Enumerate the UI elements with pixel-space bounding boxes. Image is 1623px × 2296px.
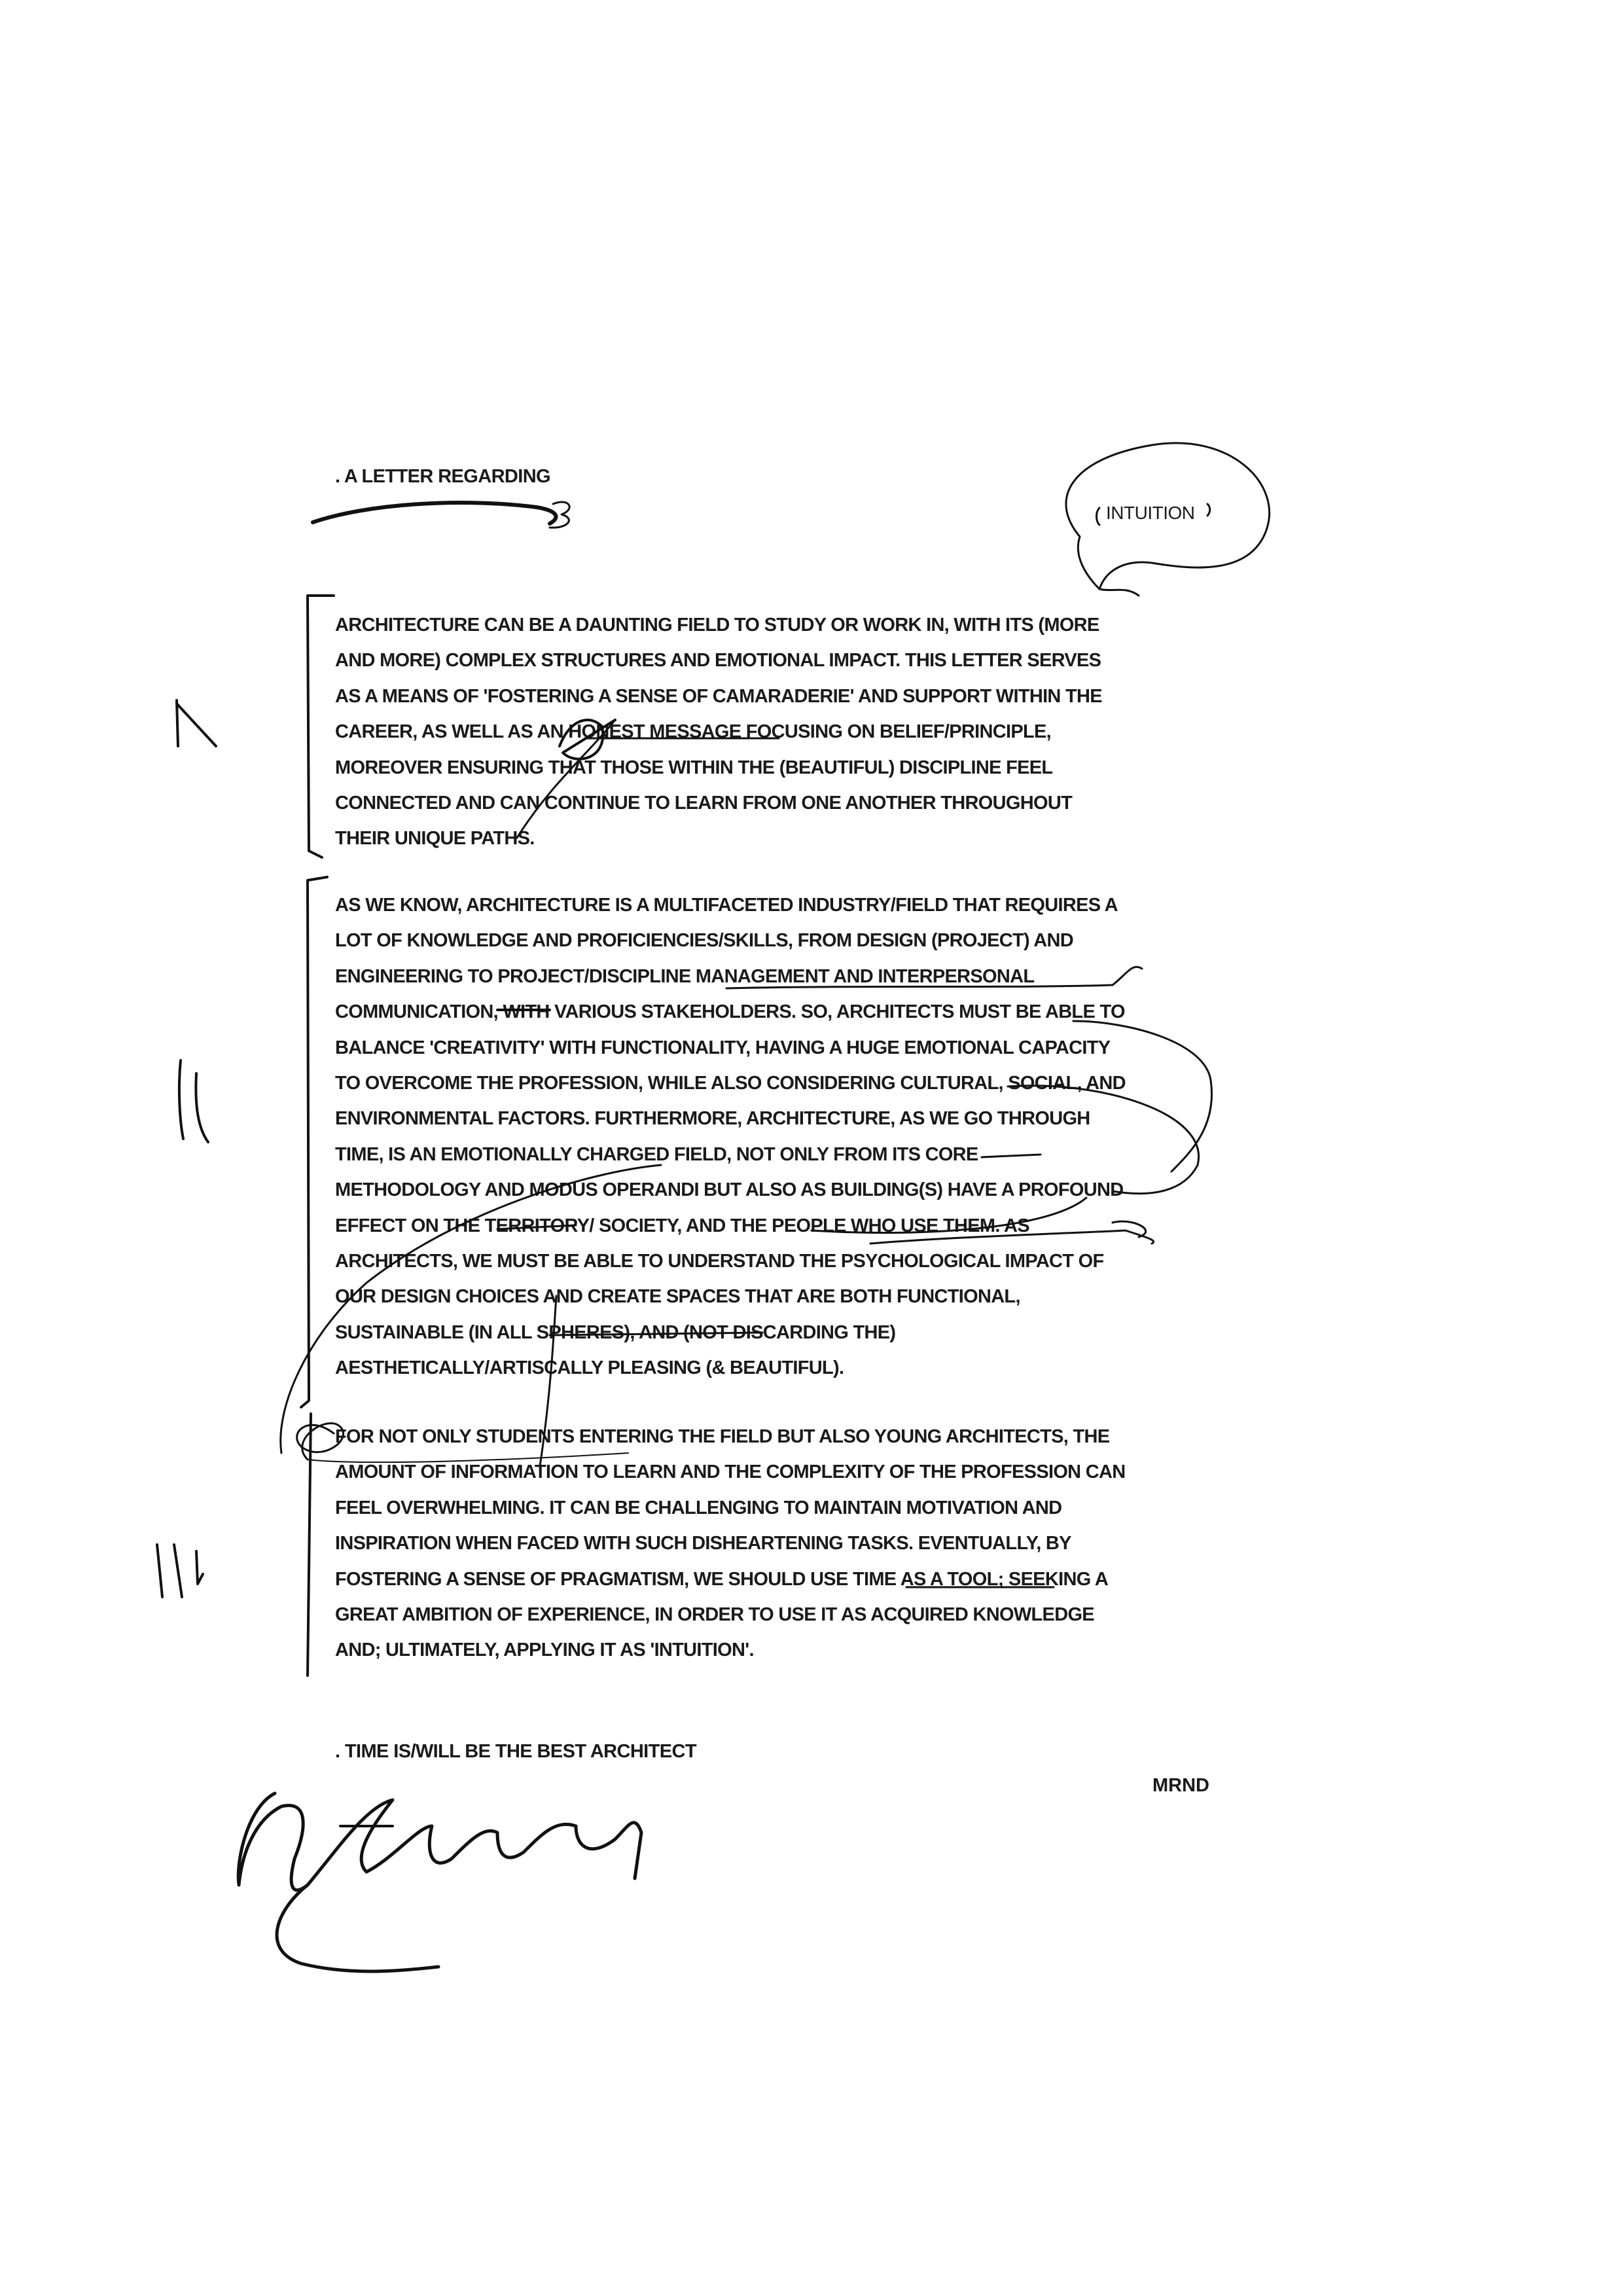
paragraph-line: INSPIRATION WHEN FACED WITH SUCH DISHEARTENING TASKS. EVENTUALLY, BY (335, 1533, 1071, 1554)
margin-mark-1 (177, 700, 216, 746)
paragraph-line: AND MORE) COMPLEX STRUCTURES AND EMOTIONAL IMPACT. THIS LETTER SERVES (335, 650, 1101, 672)
closing-line: . TIME IS/WILL BE THE BEST ARCHITECT (335, 1741, 696, 1762)
bubble-pointer (1099, 589, 1139, 596)
bracket-1 (308, 596, 334, 857)
bubble-word: INTUITION (1106, 503, 1195, 523)
paragraph-2 (335, 888, 1264, 1386)
paragraph-line: CAREER, AS WELL AS AN HONEST MESSAGE FOCUSING ON BELIEF/PRINCIPLE, (335, 721, 1052, 743)
bracket-3 (308, 1414, 311, 1676)
paragraph-line: FOR NOT ONLY STUDENTS ENTERING THE FIELD BUT ALSO YOUNG ARCHITECTS, THE (335, 1426, 1110, 1447)
paragraph-line: ENGINEERING TO PROJECT/DISCIPLINE MANAGEMENT AND INTERPERSONAL (335, 965, 1035, 987)
paragraph-line: TO OVERCOME THE PROFESSION, WHILE ALSO CONSIDERING CULTURAL, SOCIAL, AND (335, 1072, 1126, 1094)
paragraph-line: AESTHETICALLY/ARTISCALLY PLEASING (& BEAUTIFUL). (335, 1357, 844, 1379)
initials: MRND (1152, 1775, 1209, 1796)
paragraph-line: OUR DESIGN CHOICES AND CREATE SPACES THAT ARE BOTH FUNCTIONAL, (335, 1286, 1020, 1308)
paragraph-line: AMOUNT OF INFORMATION TO LEARN AND THE COMPLEXITY OF THE PROFESSION CAN (335, 1462, 1126, 1483)
heading-squiggle (550, 502, 569, 528)
paragraph-line: GREAT AMBITION OF EXPERIENCE, IN ORDER TO USE IT AS ACQUIRED KNOWLEDGE (335, 1604, 1094, 1625)
paragraph-line: THEIR UNIQUE PATHS. (335, 828, 535, 850)
paragraph-line: ARCHITECTURE CAN BE A DAUNTING FIELD TO STUDY OR WORK IN, WITH ITS (MORE (335, 615, 1099, 636)
paragraph-1 (335, 607, 1264, 857)
paragraph-line: LOT OF KNOWLEDGE AND PROFICIENCIES/SKILLS, FROM DESIGN (PROJECT) AND (335, 930, 1073, 952)
paragraph-line: FOSTERING A SENSE OF PRAGMATISM, WE SHOULD USE TIME AS A TOOL; SEEKING A (335, 1568, 1109, 1590)
bracket-2 (301, 877, 327, 1407)
paragraph-line: ARCHITECTS, WE MUST BE ABLE TO UNDERSTAND THE PSYCHOLOGICAL IMPACT OF (335, 1250, 1104, 1272)
paragraph-line: ENVIRONMENTAL FACTORS. FURTHERMORE, ARCHITECTURE, AS WE GO THROUGH (335, 1108, 1090, 1130)
letter-heading: . A LETTER REGARDING (335, 466, 551, 487)
paragraph-line: AND; ULTIMATELY, APPLYING IT AS 'INTUITION'. (335, 1640, 754, 1661)
heading-underline-stroke (313, 503, 556, 524)
signature-tail (277, 1885, 438, 1971)
bubble-paren-right (1207, 504, 1210, 516)
margin-mark-2 (179, 1060, 208, 1142)
paragraph-line: TIME, IS AN EMOTIONALLY CHARGED FIELD, NOT ONLY FROM ITS CORE (335, 1143, 978, 1165)
paragraph-line: CONNECTED AND CAN CONTINUE TO LEARN FROM ONE ANOTHER THROUGHOUT (335, 792, 1073, 814)
paragraph-line: AS A MEANS OF 'FOSTERING A SENSE OF CAMARADERIE' AND SUPPORT WITHIN THE (335, 685, 1102, 707)
paragraph-line: METHODOLOGY AND MODUS OPERANDI BUT ALSO AS BUILDING(S) HAVE A PROFOUND (335, 1179, 1124, 1201)
signature (238, 1793, 641, 1890)
paragraph-line: AS WE KNOW, ARCHITECTURE IS A MULTIFACETED INDUSTRY/FIELD THAT REQUIRES A (335, 895, 1118, 916)
paragraph-line: BALANCE 'CREATIVITY' WITH FUNCTIONALITY, HAVING A HUGE EMOTIONAL CAPACITY (335, 1037, 1111, 1058)
paragraph-line: FEEL OVERWHELMING. IT CAN BE CHALLENGING TO MAINTAIN MOTIVATION AND (335, 1497, 1062, 1518)
paragraph-line: SUSTAINABLE (IN ALL SPHERES), AND (NOT DISCARDING THE) (335, 1321, 896, 1343)
paragraph-line: MOREOVER ENSURING THAT THOSE WITHIN THE (BEAUTIFUL) DISCIPLINE FEEL (335, 757, 1053, 778)
bubble-paren-left (1097, 508, 1100, 525)
margin-mark-3 (157, 1545, 203, 1597)
paragraph-line: COMMUNICATION, WITH VARIOUS STAKEHOLDERS. SO, ARCHITECTS MUST BE ABLE TO (335, 1001, 1125, 1023)
paragraph-3 (335, 1419, 1264, 1668)
paragraph-line: EFFECT ON THE TERRITORY/ SOCIETY, AND THE PEOPLE WHO USE THEM. AS (335, 1215, 1029, 1236)
